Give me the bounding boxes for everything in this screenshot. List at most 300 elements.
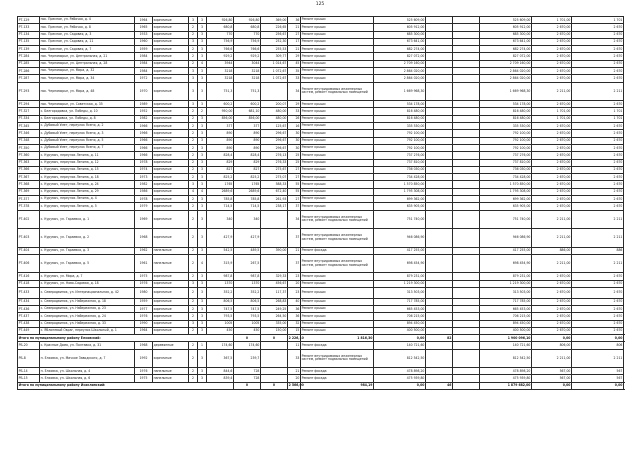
address: с. Северодвинок, ул. Набережная, д. 18 <box>40 298 135 305</box>
address: с. Белгородовка, ул. Победы, д. 10 <box>40 108 135 115</box>
entrances: 3 <box>198 159 207 166</box>
floors: 3 <box>189 101 198 108</box>
owner-cost: 698 454,90 <box>480 254 532 273</box>
wall-material: кирпичные <box>153 101 189 108</box>
build-year: 1961 <box>135 254 153 273</box>
owner-cost: 417 255,00 <box>480 247 532 254</box>
max-unit-cost: 1 701 <box>572 115 624 122</box>
table-row <box>18 349 624 368</box>
entrances: 2 <box>198 108 207 115</box>
row-id: РБ-14 <box>18 368 40 375</box>
wall-material: кирпичные <box>153 137 189 144</box>
work-type: Ремонт крыши <box>301 188 374 195</box>
build-year: 1974 <box>135 166 153 173</box>
address: с. Курумоч, переулок Ленина, д. 5 <box>40 203 135 210</box>
living-area: 680,8 <box>234 24 261 31</box>
total-floors: 0 <box>234 382 261 389</box>
residents: 21 <box>288 247 301 254</box>
floors: 2 <box>189 342 198 349</box>
area-value: 275,07 <box>261 174 288 181</box>
owner-cost: 816 480,00 <box>480 115 532 122</box>
owner-cost: 2 864 020,00 <box>480 75 532 82</box>
residents: 23 <box>288 288 301 299</box>
max-unit-cost: 2 670 <box>572 152 624 159</box>
wall-material: кирпичные <box>153 53 189 60</box>
owner-cost: 1 669 968,30 <box>480 82 532 101</box>
address: пос. Пресное, ул. Рабочая, д. 4 <box>40 17 135 24</box>
fund-cost <box>426 144 453 151</box>
wall-material: панельные <box>153 375 189 382</box>
area-value: 296,67 <box>261 144 288 151</box>
max-unit-cost: 2 670 <box>572 31 624 38</box>
row-id: РТ-436 <box>18 305 40 312</box>
unit-cost: 2 670,00 <box>532 288 572 299</box>
work-cost: 2 864 020,00 <box>374 75 426 82</box>
work-type: Ремонт крыши <box>301 181 374 188</box>
residents: 27 <box>288 196 301 203</box>
entrances: 3 <box>198 53 207 60</box>
entrances: 3 <box>198 280 207 287</box>
unit-cost: 2 670,00 <box>532 38 572 45</box>
living-area: 352,2 <box>234 288 261 299</box>
table-row <box>18 288 624 299</box>
row-id: РТ-334 <box>18 115 40 122</box>
area-value <box>261 82 288 101</box>
fund-cost <box>426 17 453 24</box>
total-area: 1005 <box>207 320 234 327</box>
fund-cost <box>426 24 453 31</box>
row-id: РТ-406 <box>18 254 40 273</box>
work-cost: 751 740,00 <box>374 210 426 229</box>
wall-material: кирпичные <box>153 210 189 229</box>
total-area: 315,9 <box>207 254 234 273</box>
work-type: Ремонт крыши <box>301 31 374 38</box>
area-value: 261,93 <box>261 196 288 203</box>
work-type: Ремонт фасада <box>301 375 374 382</box>
floors: 2 <box>189 196 198 203</box>
entrances: 3 <box>198 229 207 248</box>
fund-cost <box>426 68 453 75</box>
entrances: 3 <box>198 247 207 254</box>
owner-cost: 525 609,00 <box>480 17 532 24</box>
wall-material: кирпичные <box>153 60 189 67</box>
budget-cost <box>453 327 480 334</box>
repair-program-table <box>17 16 624 390</box>
total-area: 829 <box>207 159 234 166</box>
table-row <box>18 368 624 375</box>
work-cost: 525 609,00 <box>374 17 426 24</box>
address: пос. Пресное, ул. Садовая, д. 3 <box>40 31 135 38</box>
residents: 11 <box>288 342 301 349</box>
wall-material: кирпичные <box>153 181 189 188</box>
owner-cost: 1 219 300,00 <box>480 280 532 287</box>
max-unit-cost: 2 670 <box>572 46 624 53</box>
row-id: РТ-367 <box>18 174 40 181</box>
work-cost: 335 530,00 <box>374 123 426 130</box>
floors: 4 <box>189 188 198 195</box>
total-area: 2 566,00 <box>288 382 301 389</box>
build-year: 1977 <box>135 305 153 312</box>
table-row <box>18 159 624 166</box>
entrances: 3 <box>198 123 207 130</box>
unit-cost: 1 701,00 <box>532 115 572 122</box>
wall-material: кирпичные <box>153 123 189 130</box>
total-area: 770 <box>207 31 234 38</box>
total-area: 680,8 <box>207 24 234 31</box>
total-area: 600,2 <box>207 101 234 108</box>
work-cost: 698 454,90 <box>374 254 426 273</box>
wall-material: кирпичные <box>153 203 189 210</box>
max-unit-cost: 1 701 <box>572 17 624 24</box>
floors: 2 <box>189 210 198 229</box>
fund-cost <box>426 313 453 320</box>
fund-cost <box>426 31 453 38</box>
row-id: РТ-285 <box>18 60 40 67</box>
owner-cost: 879 231,00 <box>480 273 532 280</box>
address: с. Курумоч, ул. Гараевка, д. 5 <box>40 254 135 273</box>
residents: 25 <box>288 152 301 159</box>
entrances: 3 <box>198 152 207 159</box>
total-label: Итого по муниципальному району Елховский: <box>18 335 234 342</box>
row-id: РТ-293 <box>18 82 40 101</box>
address: с. Северодвинок, ул. Набережная, д. 24 <box>40 313 135 320</box>
entrances: 3 <box>198 38 207 45</box>
work-type: Ремонт крыши <box>301 320 374 327</box>
table-row <box>18 305 624 312</box>
table-row <box>18 166 624 173</box>
owner-cost: 313 503,00 <box>480 288 532 299</box>
wall-material: кирпичные <box>153 320 189 327</box>
row-id: РТ-129 <box>18 17 40 24</box>
table-row <box>18 82 624 101</box>
wall-material: кирпичные <box>153 288 189 299</box>
build-year: 1984 <box>135 60 153 67</box>
unit-cost: 2 211,00 <box>532 229 572 248</box>
living-area: 681,10 <box>234 108 261 115</box>
work-type: Ремонт крыши <box>301 273 374 280</box>
fund-cost <box>426 60 453 67</box>
residents: 21 <box>288 368 301 375</box>
total-area: 542,5 <box>207 247 234 254</box>
living-area: 825,2 <box>234 174 261 181</box>
area-value <box>261 210 288 229</box>
district-total-row <box>18 335 624 342</box>
max-unit-cost: 2 670 <box>572 320 624 327</box>
address: с. Дубовый Умет, переулок Ясеня, д. 5 <box>40 137 135 144</box>
fund-cost <box>426 115 453 122</box>
residents: 27 <box>288 166 301 173</box>
area-value <box>261 254 288 273</box>
build-year: 1968 <box>135 342 153 349</box>
build-year: 1972 <box>135 75 153 82</box>
work-type: Ремонт крыши <box>301 108 374 115</box>
work-type: Ремонт крыши <box>301 130 374 137</box>
total-area: 450 <box>207 327 234 334</box>
max-unit-cost: 886 <box>572 247 624 254</box>
build-year: 1962 <box>135 247 153 254</box>
address: п. Елховка, ул. Школьная, д. 6 <box>40 375 135 382</box>
unit-cost: 2 670,00 <box>532 75 572 82</box>
budget-cost <box>453 196 480 203</box>
total-cost: 1 900 096,10 <box>480 335 532 342</box>
row-id: РТ-360 <box>18 152 40 159</box>
total-area: 714,5 <box>207 203 234 210</box>
build-year: 1984 <box>135 53 153 60</box>
total-area: 987,8 <box>207 273 234 280</box>
max-unit-cost: 2 670 <box>572 203 624 210</box>
max-unit-cost: 1 701 <box>572 108 624 115</box>
work-type: Ремонт внутридомовых инженерных систем, ремонт подвальных помещений <box>301 229 374 248</box>
max-unit-cost: 2 670 <box>572 159 624 166</box>
max-unit-cost: 806 <box>572 342 624 349</box>
table-row <box>18 210 624 229</box>
living-area: 987,8 <box>234 273 261 280</box>
total-living-area: 1 816,30 <box>301 335 374 342</box>
entrances: 4 <box>198 60 207 67</box>
work-cost: 816 480,00 <box>374 115 426 122</box>
row-id: РТ-438 <box>18 320 40 327</box>
owner-cost: 699 362,00 <box>480 196 532 203</box>
area-value: 335,00 <box>261 320 288 327</box>
row-id: РТ-434 <box>18 298 40 305</box>
build-year: 1978 <box>135 159 153 166</box>
fund-cost <box>426 349 453 368</box>
table-row <box>18 68 624 75</box>
total-area: 756,9 <box>207 38 234 45</box>
wall-material: кирпичные <box>153 17 189 24</box>
row-id: РТ-348 <box>18 137 40 144</box>
wall-material: кирпичные <box>153 159 189 166</box>
build-year: 1976 <box>135 313 153 320</box>
residents: 32 <box>288 320 301 327</box>
total-area-value: 0,00 <box>374 335 426 342</box>
wall-material: кирпичные <box>153 280 189 287</box>
total-area: 427,9 <box>207 229 234 248</box>
wall-material: кирпичные <box>153 108 189 115</box>
total-area: 2689,6 <box>207 188 234 195</box>
table-row <box>18 137 624 144</box>
wall-material: кирпичные <box>153 144 189 151</box>
owner-cost: 1 795 308,00 <box>480 188 532 195</box>
total-area: 827 <box>207 166 234 173</box>
build-year: 1969 <box>135 210 153 229</box>
floors: 3 <box>189 75 198 82</box>
living-area: 756,9 <box>234 38 261 45</box>
floors: 2 <box>189 254 198 273</box>
max-unit-cost: 2 211 <box>572 82 624 101</box>
table-row <box>18 46 624 53</box>
table-row <box>18 152 624 159</box>
max-unit-cost: 2 211 <box>572 254 624 273</box>
entrances: 4 <box>198 254 207 273</box>
budget-cost <box>453 123 480 130</box>
floors: 3 <box>189 68 198 75</box>
wall-material: панельные <box>153 254 189 273</box>
district-total-row <box>18 382 624 389</box>
budget-cost <box>453 181 480 188</box>
max-unit-cost: 2 670 <box>572 280 624 287</box>
floors: 2 <box>189 203 198 210</box>
work-type: Ремонт крыши <box>301 144 374 151</box>
living-area: 728 <box>234 375 261 382</box>
address: с. Северодвинок, ул. Набережная, д. 23 <box>40 305 135 312</box>
max-unit-cost: 2 670 <box>572 53 624 60</box>
entrances: 3 <box>198 305 207 312</box>
residents: 30 <box>288 137 301 144</box>
address: пос. Черноморье, ул. Мира, д. 34 <box>40 75 135 82</box>
work-type: Ремонт крыши <box>301 196 374 203</box>
unit-cost: 1 701,00 <box>532 108 572 115</box>
owner-cost: 2 864 020,00 <box>480 68 532 75</box>
living-area: 806,5 <box>234 298 261 305</box>
area-value <box>261 342 288 349</box>
row-id: РТ-377 <box>18 196 40 203</box>
max-unit-cost: 2 670 <box>572 174 624 181</box>
budget-cost <box>453 368 480 375</box>
total-residents: 46 <box>426 382 453 389</box>
address: пос. Пресное, ул. Садовая, д. 7 <box>40 46 135 53</box>
living-area: 926,80 <box>234 17 261 24</box>
area-value: 255,53 <box>261 46 288 53</box>
area-value: 309,77 <box>261 53 288 60</box>
fund-cost <box>426 75 453 82</box>
row-id: РТ-134 <box>18 31 40 38</box>
living-area: 793,5 <box>234 313 261 320</box>
work-cost: 665 453,00 <box>374 305 426 312</box>
fund-cost <box>426 288 453 299</box>
table-row <box>18 298 624 305</box>
area-value: 238,17 <box>261 203 288 210</box>
budget-cost <box>453 60 480 67</box>
fund-cost <box>426 123 453 130</box>
owner-cost: 894 450,00 <box>480 320 532 327</box>
table-row <box>18 53 624 60</box>
area-value: 252,30 <box>261 38 288 45</box>
living-area: 827 <box>234 166 261 173</box>
residents: 37 <box>288 229 301 248</box>
build-year: 1965 <box>135 24 153 31</box>
work-type: Ремонт фасада <box>301 368 374 375</box>
fund-cost <box>426 46 453 53</box>
total-area: 352,2 <box>207 288 234 299</box>
table-row <box>18 174 624 181</box>
table-row <box>18 254 624 273</box>
address: с. Курумоч, ул. Гараевка, д. 1 <box>40 210 135 229</box>
residents: 33 <box>288 108 301 115</box>
build-year: 1989 <box>135 101 153 108</box>
budget-cost <box>453 24 480 31</box>
floors: 2 <box>189 375 198 382</box>
row-id: РТ-378 <box>18 203 40 210</box>
max-unit-cost: 2 670 <box>572 288 624 299</box>
total-area: 367,5 <box>207 349 234 368</box>
build-year: 1982 <box>135 115 153 122</box>
entrances: 3 <box>198 101 207 108</box>
work-type: Ремонт внутридомовых инженерных систем, ремонт подвальных помещений <box>301 82 374 101</box>
living-area: 1765 <box>234 181 261 188</box>
area-value: 1 072,67 <box>261 75 288 82</box>
unit-cost: 2 670,00 <box>532 130 572 137</box>
fund-cost <box>426 298 453 305</box>
fund-cost <box>426 82 453 101</box>
total-cost: 1 879 682,00 <box>480 382 532 389</box>
unit-cost: 2 670,00 <box>532 101 572 108</box>
address: с. Дубовый Умет, переулок Ясеня, д. 7 <box>40 144 135 151</box>
living-area: 766,6 <box>234 46 261 53</box>
entrances: 3 <box>198 196 207 203</box>
entrances: 3 <box>198 288 207 299</box>
address: с. Белгородовка, ул. Победы, д. 8 <box>40 115 135 122</box>
budget-cost <box>453 247 480 254</box>
wall-material: кирпичные <box>153 166 189 173</box>
fund-cost <box>426 38 453 45</box>
living-area: 747,5 <box>234 305 261 312</box>
fund-cost <box>426 101 453 108</box>
floors: 2 <box>189 305 198 312</box>
fund-cost <box>426 375 453 382</box>
residents: 30 <box>288 130 301 137</box>
table-row <box>18 17 624 24</box>
entrances: 3 <box>198 17 207 24</box>
build-year: 1984 <box>135 68 153 75</box>
build-year: 1986 <box>135 188 153 195</box>
address: с. Курумоч, переулок Ленина, д. 12 <box>40 159 135 166</box>
total-area: 3944 <box>207 60 234 67</box>
living-area: 929,2 <box>234 53 261 60</box>
build-year: 1966 <box>135 130 153 137</box>
work-type: Ремонт внутридомовых инженерных систем, ремонт подвальных помещений <box>301 349 374 368</box>
address: с. Дубовый Умет, переулок Ясеня, д. 3 <box>40 130 135 137</box>
total-area: 340 <box>207 210 234 229</box>
owner-cost: 737 276,00 <box>480 152 532 159</box>
area-value <box>261 375 288 382</box>
unit-cost: 2 670,00 <box>532 24 572 31</box>
living-area: 427,9 <box>234 229 261 248</box>
total-fund-cost: 0,00 <box>532 335 572 342</box>
area-value: 369,00 <box>261 17 288 24</box>
work-cost: 475 939,80 <box>374 375 426 382</box>
work-type: Ремонт крыши <box>301 101 374 108</box>
work-cost: 737 810,00 <box>374 159 426 166</box>
residents: 17 <box>288 38 301 45</box>
row-id: РТ-294 <box>18 101 40 108</box>
total-budget-cost: 0,00 <box>572 335 624 342</box>
fund-cost <box>426 130 453 137</box>
max-unit-cost: 2 670 <box>572 123 624 130</box>
address: с. Курумоч, ул. Гараевка, д. 3 <box>40 247 135 254</box>
residents: 55 <box>288 188 301 195</box>
unit-cost: 2 670,00 <box>532 327 572 334</box>
work-cost: 2 864 020,00 <box>374 68 426 75</box>
living-area: 728 <box>234 368 261 375</box>
max-unit-cost: 2 670 <box>572 68 624 75</box>
area-value <box>261 349 288 368</box>
entrances: 3 <box>198 68 207 75</box>
address: п. Елховка, ул. Мичкое Заводского, д. 7 <box>40 349 135 368</box>
floors: 3 <box>189 82 198 101</box>
floors: 2 <box>189 174 198 181</box>
table-row <box>18 273 624 280</box>
row-id: РБ-20 <box>18 342 40 349</box>
owner-cost: 400 500,00 <box>480 327 532 334</box>
owner-cost: 673 641,00 <box>480 38 532 45</box>
floors: 3 <box>189 17 198 24</box>
owner-cost: 2 709 160,00 <box>480 60 532 67</box>
table-row <box>18 60 624 67</box>
build-year: 1966 <box>135 137 153 144</box>
residents: 21 <box>288 24 301 31</box>
fund-cost <box>426 181 453 188</box>
